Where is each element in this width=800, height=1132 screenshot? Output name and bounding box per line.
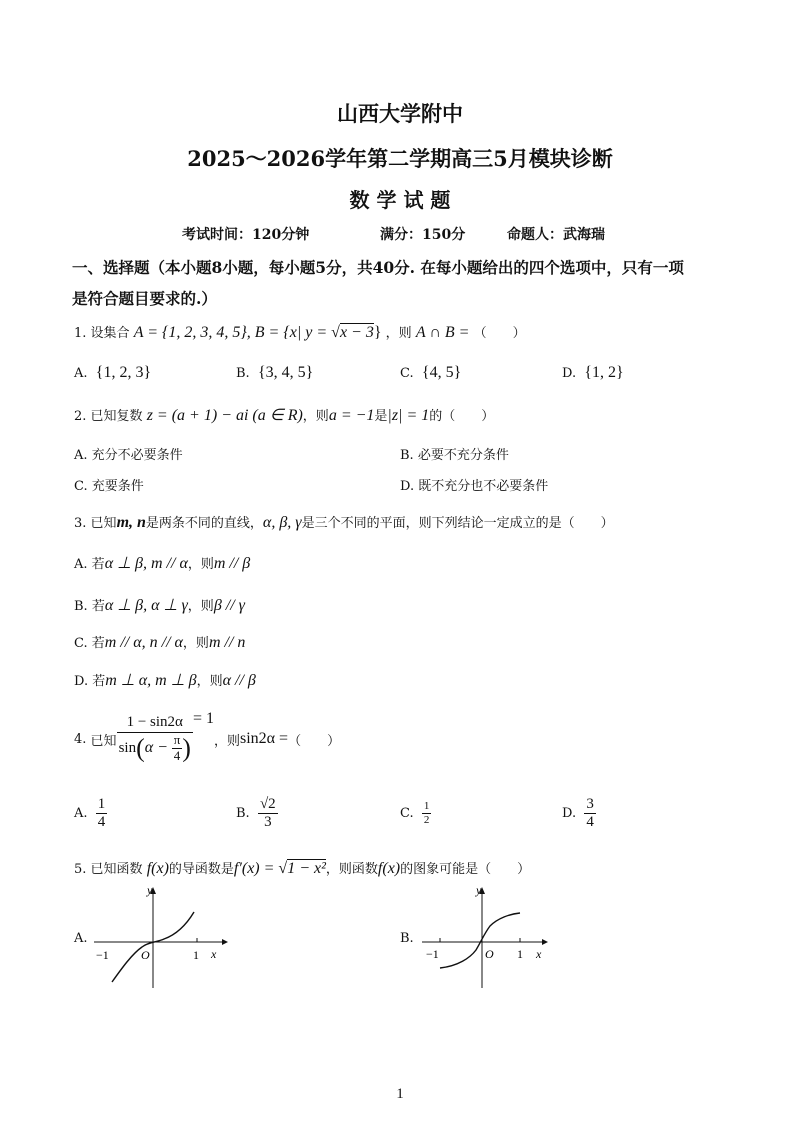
- question-text: ，则: [385, 326, 412, 341]
- exam-term: 2025～2026学年第二学期高三5月模块诊断: [187, 146, 613, 171]
- question-number: 2.: [74, 409, 87, 424]
- question-text: 是三个不同的平面，则下列结论一定成立的是（ ）: [301, 516, 614, 531]
- answer-paren: （ ）: [288, 733, 341, 749]
- q1-option-c: C. {4, 5}: [400, 364, 462, 381]
- question-number: 3.: [74, 516, 87, 531]
- question-5: [74, 858, 530, 878]
- x-label: x: [536, 947, 542, 961]
- math-expression: }: [373, 324, 382, 341]
- subject-title: 数 学 试 题: [349, 188, 451, 212]
- question-text: 的导函数是: [168, 862, 234, 877]
- graph-a-label: A.: [74, 931, 88, 946]
- graph-a: [90, 882, 230, 992]
- fraction-denominator: sin(α − $\frac{\pi}{4}$ ): [118, 731, 191, 763]
- q4-option-b: B. $\frac{√2}{3}$: [236, 796, 276, 831]
- tick-label-neg1: −1: [426, 947, 439, 961]
- section-heading-line1: 一、选择题（本小题8小题，每小题5分，共40分. 在每小题给出的四个选项中，只有一项: [72, 258, 684, 277]
- exam-time: 考试时间：120分钟: [182, 227, 310, 243]
- x-axis-arrow: [222, 939, 228, 945]
- origin-label: O: [485, 947, 494, 961]
- tick-label-neg1: −1: [96, 948, 109, 962]
- y-label: y: [147, 883, 153, 897]
- math-expression: z = (a + 1) − ai (a ∈ R): [146, 407, 303, 424]
- math-expression: sin2α =: [240, 730, 289, 747]
- q3-option-b: B. 若α ⊥ β, α ⊥ γ，则β // γ: [74, 597, 245, 614]
- page-number: 1: [396, 1086, 404, 1102]
- math-expression: A = {1, 2, 3, 4, 5}, B = {x| y =: [133, 324, 332, 341]
- question-text: ，则: [213, 733, 240, 749]
- q4-option-c: C. $\frac{1}{2}$: [400, 800, 430, 826]
- question-3: [74, 512, 614, 532]
- q1-option-d: D. {1, 2}: [562, 364, 624, 381]
- school-name: 山西大学附中: [337, 101, 463, 126]
- question-text: 的图象可能是（ ）: [400, 862, 531, 877]
- math-expression: f(x): [377, 860, 401, 877]
- full-score: 满分：150分: [380, 227, 466, 243]
- question-number: 1.: [74, 326, 87, 341]
- question-text: 已知函数: [90, 862, 143, 877]
- origin-label: O: [141, 948, 150, 962]
- question-text: 是: [374, 409, 388, 424]
- x-label: x: [211, 947, 217, 961]
- graph-b-label: B.: [400, 931, 414, 946]
- question-text: 已知: [90, 733, 117, 749]
- fraction: [117, 714, 193, 763]
- q1-option-b: B. {3, 4, 5}: [236, 364, 314, 381]
- sqrt-symbol: √: [331, 324, 340, 341]
- x-axis-arrow: [542, 939, 548, 945]
- q1-option-a: A. {1, 2, 3}: [74, 364, 152, 381]
- math-expression: A ∩ B =: [415, 324, 470, 341]
- question-4: [74, 704, 340, 774]
- math-expression: a = −1: [328, 407, 375, 424]
- q3-option-d: D. 若m ⊥ α, m ⊥ β，则α // β: [74, 672, 256, 689]
- question-number: 4.: [74, 731, 87, 747]
- q2-option-a: A. 充分不必要条件: [74, 448, 183, 463]
- question-2: [74, 405, 494, 425]
- question-text: ，则: [302, 409, 329, 424]
- graph-b: [418, 882, 558, 992]
- math-expression: m, n: [116, 514, 146, 531]
- q4-option-a: A. $\frac{1}{4}$: [74, 796, 106, 831]
- math-expression: = 1: [192, 710, 214, 727]
- sqrt-radicand: x − 3: [339, 324, 374, 341]
- fraction-numerator: 1 − sin2α: [117, 714, 193, 732]
- question-text: 是两条不同的直线，: [145, 516, 263, 531]
- math-expression: α, β, γ: [262, 514, 302, 531]
- q4-option-d: D. $\frac{3}{4}$: [562, 796, 594, 831]
- tick-label-1: 1: [517, 947, 523, 961]
- q3-option-c: C. 若m // α, n // α，则m // n: [74, 634, 246, 651]
- math-expression: f′(x) =: [233, 860, 279, 877]
- question-text: 的（ ）: [429, 409, 495, 424]
- q2-option-c: C. 充要条件: [74, 479, 144, 494]
- question-text: ，则函数: [325, 862, 378, 877]
- question-text: 已知: [90, 516, 117, 531]
- curve-b: [440, 913, 520, 968]
- q3-option-a: A. 若α ⊥ β, m // α，则m // β: [74, 555, 251, 572]
- math-expression: |z| = 1: [387, 407, 430, 424]
- section-heading-line2: 是符合题目要求的.）: [72, 289, 217, 308]
- question-1: [74, 322, 526, 342]
- question-text: 已知复数: [90, 409, 143, 424]
- math-expression: f(x): [146, 860, 169, 877]
- q2-option-b: B. 必要不充分条件: [400, 448, 509, 463]
- y-label: y: [476, 883, 482, 897]
- question-number: 5.: [74, 862, 87, 877]
- question-text: 设集合: [90, 326, 130, 341]
- author: 命题人：武海瑞: [507, 227, 605, 243]
- answer-paren: （ ）: [473, 326, 526, 341]
- sqrt-radicand: 1 − x²: [287, 860, 326, 877]
- q2-option-d: D. 既不充分也不必要条件: [400, 479, 549, 494]
- tick-label-1: 1: [193, 948, 199, 962]
- sqrt-symbol: √: [278, 860, 288, 877]
